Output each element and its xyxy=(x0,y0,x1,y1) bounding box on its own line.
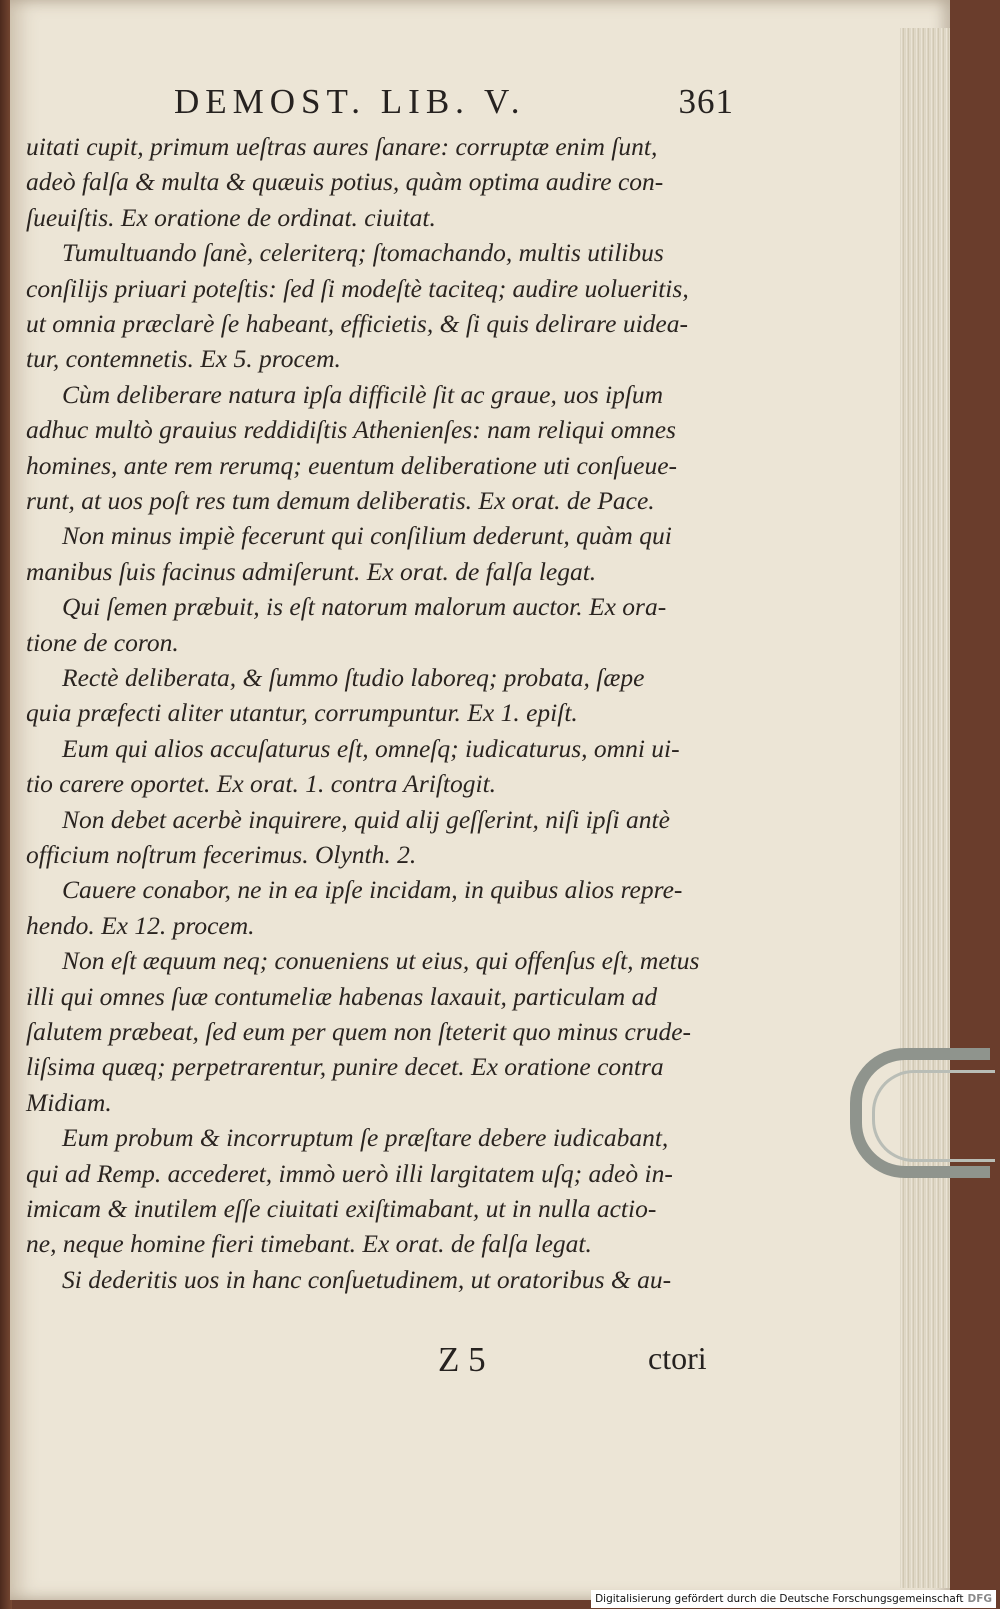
text-line: Si dederitis uos in hanc conſuetudinem, ut oratoribus & au- xyxy=(62,1264,672,1294)
text-line: Qui ſemen præbuit, is eſt natorum malorum auctor. Ex ora- xyxy=(62,592,667,622)
text-line: illi qui omnes ſuæ contumeliæ habenas laxauit, particulam ad xyxy=(26,981,658,1011)
text-line: ne, neque homine fieri timebant. Ex orat. de falſa legat. xyxy=(26,1229,592,1259)
signature-mark: Z 5 xyxy=(438,1340,486,1379)
text-line: runt, at uos poſt res tum demum deliberatis. Ex orat. de Pace. xyxy=(26,486,655,515)
text-line: qui ad Remp. accederet, immò uerò illi largitatem uſq; adeò in- xyxy=(26,1158,673,1188)
page-edges xyxy=(900,28,950,1588)
text-line: adhuc multò grauius reddidiſtis Athenienſes: nam reliqui omnes xyxy=(26,415,676,445)
page-clip-tab-inner xyxy=(872,1070,995,1162)
text-line: hendo. Ex 12. procem. xyxy=(26,910,255,940)
text-line: manibus ſuis facinus admiſerunt. Ex orat. de falſa legat. xyxy=(26,556,597,586)
text-line: imicam & inutilem eſſe ciuitati exiſtimabant, ut in nulla actio- xyxy=(26,1194,657,1223)
text-line: quia præfecti aliter utantur, corrumpuntur. Ex 1. epiſt. xyxy=(26,698,578,728)
text-line: tio carere oportet. Ex orat. 1. contra Ariſtogit. xyxy=(26,769,497,799)
text-line: Eum probum & incorruptum ſe præſtare debere iudicabant, xyxy=(62,1123,669,1153)
page-number: 361 xyxy=(678,82,734,121)
text-line: ut omnia præclarè ſe habeant, efficietis, & ſi quis delirare uidea- xyxy=(26,309,688,338)
text-line: ſueuiſtis. Ex oratione de ordinat. ciuitat. xyxy=(26,202,436,232)
text-line: Cùm deliberare natura ipſa difficilè ſit ac graue, uos ipſum xyxy=(62,379,664,409)
text-line: tur, contemnetis. Ex 5. procem. xyxy=(26,344,341,374)
text-line: liſsima quæq; perpetrarentur, punire decet. Ex oratione contra xyxy=(26,1052,664,1082)
text-line: Non debet acerbè inquirere, quid alij geſſerint, niſi ipſi antè xyxy=(62,804,670,834)
text-line: Cauere conabor, ne in ea ipſe incidam, in quibus alios repre- xyxy=(62,875,683,905)
text-line: Midiam. xyxy=(26,1087,112,1117)
text-line: adeò falſa & multa & quæuis potius, quàm optima audire con- xyxy=(26,167,664,197)
credit-text: Digitalisierung gefördert durch die Deutsche Forschungsgemeinschaft xyxy=(595,1593,964,1605)
text-line: Non minus impiè fecerunt qui conſilium dederunt, quàm qui xyxy=(62,521,672,551)
digitization-credit xyxy=(591,1590,996,1608)
text-line: Eum qui alios accuſaturus eſt, omneſq; iudicaturus, omni ui- xyxy=(62,733,680,763)
running-title: DEMOST. LIB. V. xyxy=(174,82,526,121)
text-line: Tumultuando ſanè, celeriterq; ſtomachando, multis utilibus xyxy=(62,238,664,268)
text-line: homines, ante rem rerumq; euentum deliberatione uti conſueue- xyxy=(26,450,678,480)
dfg-logo: DFG xyxy=(967,1593,992,1605)
text-line: officium noſtrum fecerimus. Olynth. 2. xyxy=(26,840,417,869)
text-line: conſilijs priuari poteſtis: ſed ſi modeſtè taciteq; audire uolueritis, xyxy=(26,273,689,303)
page-footer xyxy=(0,1340,730,1390)
text-line: uitati cupit, primum ueſtras aures ſanare: corruptæ enim ſunt, xyxy=(26,132,658,161)
catchword: ctori xyxy=(648,1340,707,1376)
text-line: ſalutem præbeat, ſed eum per quem non ſteterit quo minus crude- xyxy=(26,1017,692,1046)
text-line: Non eſt æquum neq; conueniens ut eius, qui offenſus eſt, metus xyxy=(62,946,700,976)
text-line: Rectè deliberata, & ſummo ſtudio laboreq; probata, ſæpe xyxy=(62,663,645,692)
text-line: tione de coron. xyxy=(26,627,179,657)
